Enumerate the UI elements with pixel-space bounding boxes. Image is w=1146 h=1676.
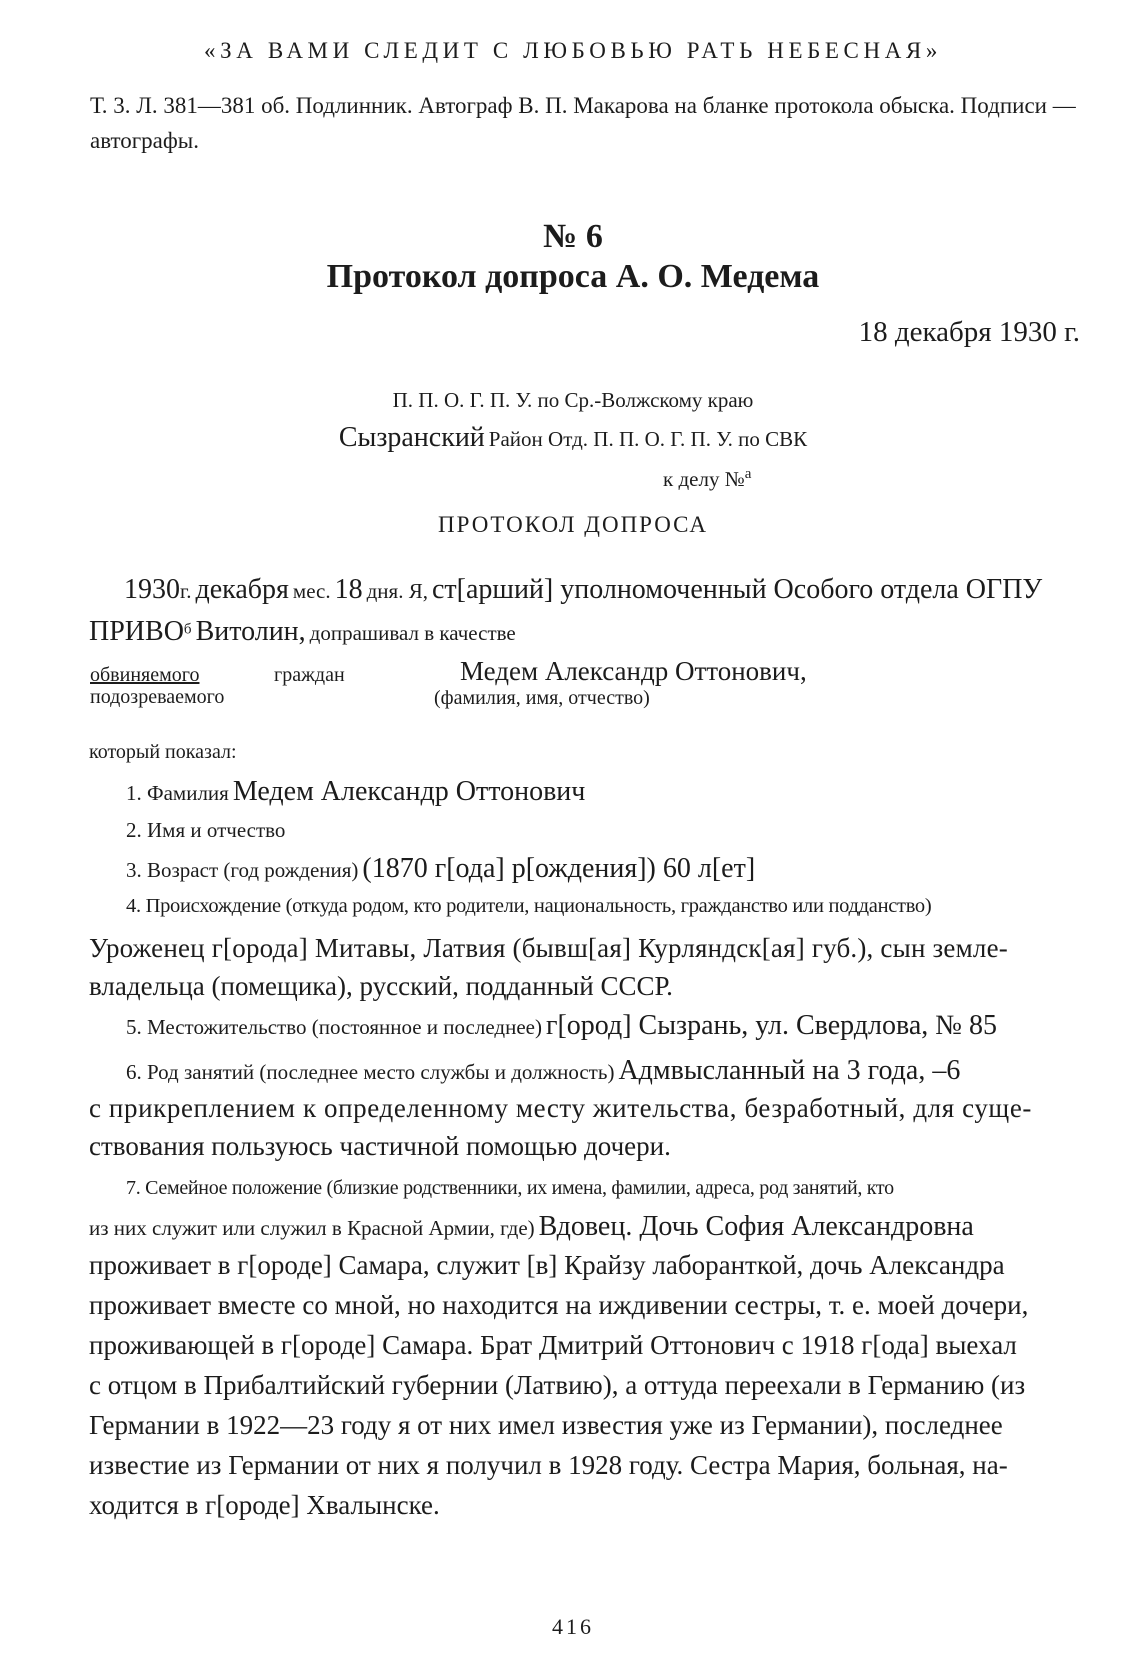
document-title: Протокол допроса А. О. Медема	[326, 258, 820, 295]
running-header: «ЗА ВАМИ СЛЕДИТ С ЛЮБОВЬЮ РАТЬ НЕБЕСНАЯ»	[204, 38, 942, 63]
q5-label: 5. Местожительство (постоянное и последнее)	[126, 1015, 542, 1039]
q7-answer-line: проживающей в г[ороде] Самара. Брат Дмитрий Оттонович с 1918 г[ода] выехал	[89, 1330, 1017, 1360]
q6-answer-line-2: с прикреплением к определенному месту жительства, безработный, для суще-	[89, 1093, 1032, 1123]
intro-month-suffix: мес.	[292, 579, 331, 603]
source-note: Т. 3. Л. 381—381 об. Подлинник. Автограф В. П. Макарова на бланке протокола обыска. Подписи — автографы.	[90, 93, 1076, 153]
org-district: Сызранский	[338, 422, 485, 453]
q5-value: г[ород] Сызрань, ул. Свердлова, № 85	[545, 1010, 998, 1041]
intro-month: декабря	[195, 574, 289, 605]
q3-value: (1870 г[ода] р[ождения]) 60 л[ет]	[362, 853, 756, 884]
q3-line	[126, 853, 755, 885]
q7-answer-line: ходится в г[ороде] Хвалынске.	[89, 1490, 440, 1520]
q6-label: 6. Род занятий (последнее место службы и должность)	[126, 1060, 615, 1084]
name-caption: (фамилия, имя, отчество)	[434, 687, 650, 709]
intro-year: 1930	[124, 574, 180, 605]
footnote-mark-a: а	[744, 466, 752, 482]
org-department: Район Отд. П. П. О. Г. П. У. по СВК	[488, 427, 808, 451]
document-date: 18 декабря 1930 г.	[858, 316, 1080, 348]
q4-answer-line-2: владельца (помещика), русский, подданный СССР.	[89, 971, 673, 1001]
q6-line	[126, 1055, 960, 1087]
q3-label: 3. Возраст (год рождения)	[126, 858, 359, 882]
case-reference	[663, 466, 751, 492]
org-line-1: П. П. О. Г. П. У. по Ср.-Волжскому краю	[392, 388, 754, 412]
q4-answer-line-1: Уроженец г[орода] Митавы, Латвия (бывш[ая] Курляндск[ая] губ.), сын земле-	[89, 933, 1008, 963]
case-label: к делу №	[663, 467, 745, 491]
intro-line-2	[89, 616, 516, 648]
q7-answer-line: известие из Германии от них я получил в 1928 году. Сестра Мария, больная, на-	[89, 1450, 1008, 1480]
intro-unit: ПРИВО	[89, 616, 184, 647]
footnote-mark-b: б	[183, 621, 192, 638]
intro-day: 18	[334, 574, 363, 605]
testified-label: который показал:	[89, 741, 237, 763]
subject-name: Медем Александр Оттонович,	[460, 656, 807, 686]
role-accused: обвиняемого	[90, 664, 200, 686]
role-suspect: подозреваемого	[90, 686, 225, 708]
q7-answer-line: Германии в 1922—23 году я от них имел известия уже из Германии), последнее	[89, 1410, 1003, 1440]
intro-year-suffix: г.	[180, 579, 192, 603]
q1-value: Медем Александр Оттонович	[232, 776, 586, 807]
q7-value-start: Вдовец. Дочь София Александровна	[538, 1211, 974, 1242]
intro-officer-name: Витолин,	[195, 616, 306, 647]
intro-officer: ст[арший] уполномоченный Особого отдела ОГПУ	[431, 574, 1043, 605]
q6-value: Адмвысланный на 3 года, –6	[618, 1055, 961, 1086]
q1-label: 1. Фамилия	[126, 781, 229, 805]
intro-day-suffix: дня. Я,	[366, 579, 428, 603]
q7-line-2	[89, 1211, 974, 1243]
q7-answer-line: с отцом в Прибалтийский губернии (Латвию), а оттуда переехали в Германию (из	[89, 1370, 1026, 1400]
q2-label: 2. Имя и отчество	[126, 818, 286, 842]
q7-answer-line: проживает в г[ороде] Самара, служит [в] Крайзу лаборанткой, дочь Александра	[89, 1250, 1005, 1280]
q6-answer-line-3: ствования пользуюсь частичной помощью дочери.	[89, 1131, 671, 1161]
q7-answer-line: проживает вместе со мной, но находится на иждивении сестры, т. е. моей дочери,	[89, 1290, 1029, 1320]
form-heading: ПРОТОКОЛ ДОПРОСА	[438, 512, 708, 537]
document-number: № 6	[543, 218, 603, 255]
org-line-2	[0, 422, 1146, 454]
q1-line	[126, 776, 585, 808]
q7-label-line-2: из них служит или служил в Красной Армии, где)	[89, 1216, 535, 1240]
page-number: 416	[552, 1614, 594, 1639]
intro-interrogated: допрашивал в качестве	[309, 621, 516, 645]
q5-line	[126, 1010, 997, 1042]
q4-label: 4. Происхождение (откуда родом, кто родители, национальность, гражданство или подданство)	[126, 895, 932, 917]
q7-label-line-1: 7. Семейное положение (близкие родственники, их имена, фамилии, адреса, род занятий, кто	[126, 1177, 894, 1199]
citizen-label: граждан	[274, 664, 345, 686]
intro-line-1	[124, 574, 1042, 606]
